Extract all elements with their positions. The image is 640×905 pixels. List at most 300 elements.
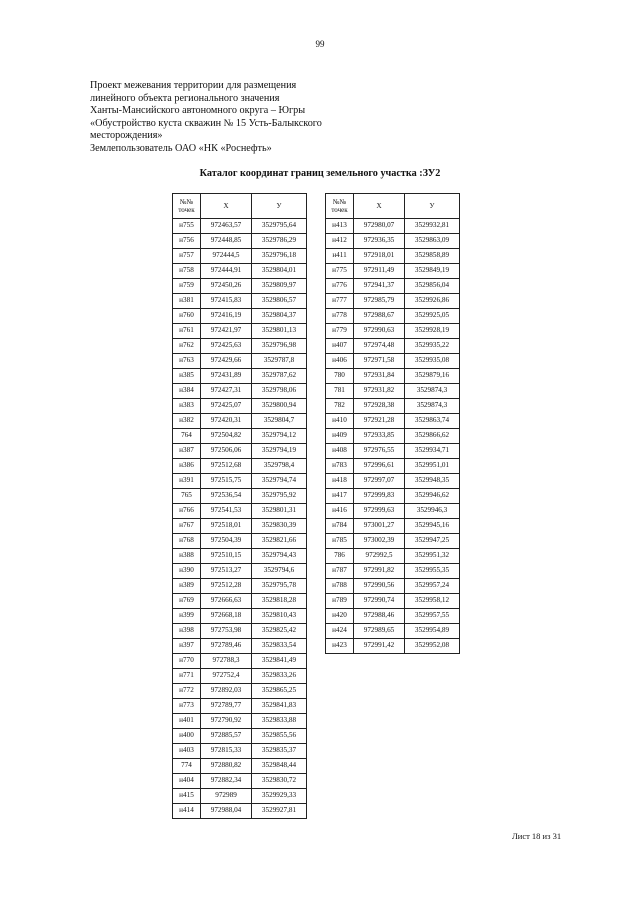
- table-row: [326, 429, 460, 444]
- point-number-cell: н400: [173, 729, 201, 744]
- x-cell: 972931,84: [354, 369, 405, 384]
- table-row: [173, 444, 307, 459]
- table-row: [326, 474, 460, 489]
- table-row: [173, 294, 307, 309]
- point-number-cell: н424: [326, 624, 354, 639]
- table-row: [326, 369, 460, 384]
- y-header: У: [405, 194, 460, 219]
- point-number-cell: н398: [173, 624, 201, 639]
- y-cell: 3529866,62: [405, 429, 460, 444]
- point-number-cell: н776: [326, 279, 354, 294]
- x-cell: 972504,39: [201, 534, 252, 549]
- y-cell: 3529804,7: [252, 414, 307, 429]
- y-cell: 3529818,28: [252, 594, 307, 609]
- table-row: [173, 279, 307, 294]
- point-number-cell: н423: [326, 639, 354, 654]
- x-cell: 972989,65: [354, 624, 405, 639]
- x-cell: 972991,82: [354, 564, 405, 579]
- point-number-cell: н770: [173, 654, 201, 669]
- y-cell: 3529957,55: [405, 609, 460, 624]
- table-row: [173, 684, 307, 699]
- point-number-cell: н382: [173, 414, 201, 429]
- table-row: [326, 624, 460, 639]
- point-number-cell: н391: [173, 474, 201, 489]
- x-cell: 972510,15: [201, 549, 252, 564]
- point-number-cell: н403: [173, 744, 201, 759]
- x-cell: 972990,56: [354, 579, 405, 594]
- table-row: [173, 534, 307, 549]
- x-cell: 972421,97: [201, 324, 252, 339]
- point-number-cell: н381: [173, 294, 201, 309]
- y-cell: 3529804,01: [252, 264, 307, 279]
- table-row: [326, 519, 460, 534]
- x-cell: 972789,77: [201, 699, 252, 714]
- coordinates-table-right: [325, 193, 460, 654]
- table-body: [326, 219, 460, 654]
- x-cell: 972444,5: [201, 249, 252, 264]
- point-number-cell: н408: [326, 444, 354, 459]
- y-cell: 3529848,44: [252, 759, 307, 774]
- point-number-cell: н789: [326, 594, 354, 609]
- x-cell: 972997,07: [354, 474, 405, 489]
- y-cell: 3529835,37: [252, 744, 307, 759]
- y-cell: 3529800,94: [252, 399, 307, 414]
- point-number-cell: н759: [173, 279, 201, 294]
- sheet-footer: Лист 18 из 31: [512, 831, 562, 841]
- x-cell: 972536,54: [201, 489, 252, 504]
- point-number-cell: н756: [173, 234, 201, 249]
- table-row: [326, 504, 460, 519]
- x-cell: 972463,57: [201, 219, 252, 234]
- y-cell: 3529810,43: [252, 609, 307, 624]
- y-cell: 3529833,88: [252, 714, 307, 729]
- table-row: [326, 489, 460, 504]
- table-row: [326, 444, 460, 459]
- table-row: [326, 279, 460, 294]
- y-cell: 3529874,3: [405, 384, 460, 399]
- table-row: [173, 714, 307, 729]
- table-row: [173, 519, 307, 534]
- x-cell: 972512,68: [201, 459, 252, 474]
- point-number-cell: н778: [326, 309, 354, 324]
- y-cell: 3529849,19: [405, 264, 460, 279]
- table-header-row: [173, 194, 307, 219]
- y-cell: 3529841,49: [252, 654, 307, 669]
- x-cell: 972506,06: [201, 444, 252, 459]
- table-row: [173, 489, 307, 504]
- y-cell: 3529787,8: [252, 354, 307, 369]
- table-row: [326, 414, 460, 429]
- point-number-cell: н768: [173, 534, 201, 549]
- x-cell: 973001,27: [354, 519, 405, 534]
- x-header: X: [201, 194, 252, 219]
- table-row: [173, 399, 307, 414]
- y-cell: 3529952,08: [405, 639, 460, 654]
- point-number-header: [173, 194, 201, 219]
- y-cell: 3529855,56: [252, 729, 307, 744]
- y-cell: 3529830,39: [252, 519, 307, 534]
- x-cell: 972882,34: [201, 774, 252, 789]
- table-row: [173, 744, 307, 759]
- y-cell: 3529830,72: [252, 774, 307, 789]
- table-row: [173, 429, 307, 444]
- table-row: [326, 354, 460, 369]
- y-cell: 3529945,16: [405, 519, 460, 534]
- x-cell: 972976,55: [354, 444, 405, 459]
- table-row: [173, 234, 307, 249]
- x-cell: 972790,92: [201, 714, 252, 729]
- x-cell: 972928,38: [354, 399, 405, 414]
- x-cell: 972668,18: [201, 609, 252, 624]
- y-cell: 3529794,12: [252, 429, 307, 444]
- point-number-cell: н762: [173, 339, 201, 354]
- table-row: [326, 309, 460, 324]
- table-row: [173, 669, 307, 684]
- table-row: [326, 324, 460, 339]
- header-line-2: точек: [178, 206, 195, 214]
- x-cell: 972933,85: [354, 429, 405, 444]
- x-cell: 972666,63: [201, 594, 252, 609]
- table-header-row: [326, 194, 460, 219]
- y-cell: 3529927,81: [252, 804, 307, 819]
- y-cell: 3529794,6: [252, 564, 307, 579]
- table-row: [326, 294, 460, 309]
- y-cell: 3529787,62: [252, 369, 307, 384]
- table-row: [173, 564, 307, 579]
- x-cell: 972996,61: [354, 459, 405, 474]
- y-cell: 3529795,64: [252, 219, 307, 234]
- point-number-cell: н784: [326, 519, 354, 534]
- y-cell: 3529801,31: [252, 504, 307, 519]
- x-cell: 972752,4: [201, 669, 252, 684]
- point-number-cell: н387: [173, 444, 201, 459]
- x-cell: 972991,42: [354, 639, 405, 654]
- y-cell: 3529794,74: [252, 474, 307, 489]
- point-number-cell: н389: [173, 579, 201, 594]
- point-number-cell: н406: [326, 354, 354, 369]
- y-cell: 3529798,4: [252, 459, 307, 474]
- y-cell: 3529809,97: [252, 279, 307, 294]
- y-cell: 3529946,62: [405, 489, 460, 504]
- point-number-cell: н760: [173, 309, 201, 324]
- x-cell: 973002,39: [354, 534, 405, 549]
- y-cell: 3529825,42: [252, 624, 307, 639]
- x-header: X: [354, 194, 405, 219]
- y-cell: 3529794,19: [252, 444, 307, 459]
- x-cell: 972429,66: [201, 354, 252, 369]
- point-number-cell: н788: [326, 579, 354, 594]
- y-cell: 3529794,43: [252, 549, 307, 564]
- point-number-cell: 782: [326, 399, 354, 414]
- header-line-1: №№: [179, 197, 194, 206]
- y-cell: 3529821,66: [252, 534, 307, 549]
- point-number-cell: н411: [326, 249, 354, 264]
- point-number-cell: 764: [173, 429, 201, 444]
- point-number-cell: н385: [173, 369, 201, 384]
- point-number-cell: н767: [173, 519, 201, 534]
- y-cell: 3529874,3: [405, 399, 460, 414]
- x-cell: 972941,37: [354, 279, 405, 294]
- point-number-cell: 780: [326, 369, 354, 384]
- y-cell: 3529833,26: [252, 669, 307, 684]
- y-cell: 3529795,78: [252, 579, 307, 594]
- point-number-cell: н417: [326, 489, 354, 504]
- x-cell: 972444,91: [201, 264, 252, 279]
- table-row: [173, 699, 307, 714]
- point-number-cell: н401: [173, 714, 201, 729]
- table-row: [173, 354, 307, 369]
- table-row: [173, 474, 307, 489]
- x-cell: 972918,01: [354, 249, 405, 264]
- table-row: [173, 324, 307, 339]
- catalog-title: Каталог координат границ земельного участка :ЗУ2: [199, 168, 441, 179]
- y-header: У: [252, 194, 307, 219]
- point-number-cell: 774: [173, 759, 201, 774]
- point-number-cell: н771: [173, 669, 201, 684]
- x-cell: 972936,35: [354, 234, 405, 249]
- point-number-cell: н766: [173, 504, 201, 519]
- x-cell: 972980,07: [354, 219, 405, 234]
- table-row: [173, 369, 307, 384]
- x-cell: 972990,74: [354, 594, 405, 609]
- header-line: «Обустройство куста скважин № 15 Усть-Балыкского: [90, 117, 322, 129]
- x-cell: 972789,46: [201, 639, 252, 654]
- y-cell: 3529935,22: [405, 339, 460, 354]
- y-cell: 3529795,92: [252, 489, 307, 504]
- x-cell: 972450,26: [201, 279, 252, 294]
- coordinates-table-left: [172, 193, 307, 819]
- x-cell: 972999,83: [354, 489, 405, 504]
- x-cell: 972921,28: [354, 414, 405, 429]
- x-cell: 972892,03: [201, 684, 252, 699]
- table-row: [173, 729, 307, 744]
- point-number-cell: н779: [326, 324, 354, 339]
- table-row: [326, 339, 460, 354]
- y-cell: 3529863,09: [405, 234, 460, 249]
- table-row: [326, 594, 460, 609]
- x-cell: 972427,31: [201, 384, 252, 399]
- table-row: [173, 789, 307, 804]
- y-cell: 3529865,25: [252, 684, 307, 699]
- y-cell: 3529935,08: [405, 354, 460, 369]
- point-number-cell: н775: [326, 264, 354, 279]
- x-cell: 972974,48: [354, 339, 405, 354]
- x-cell: 972420,31: [201, 414, 252, 429]
- point-number-cell: н755: [173, 219, 201, 234]
- point-number-cell: н761: [173, 324, 201, 339]
- table-row: [173, 459, 307, 474]
- x-cell: 972425,63: [201, 339, 252, 354]
- x-cell: 972518,01: [201, 519, 252, 534]
- y-cell: 3529951,01: [405, 459, 460, 474]
- x-cell: 972513,27: [201, 564, 252, 579]
- x-cell: 972988,67: [354, 309, 405, 324]
- page-number: 99: [315, 39, 325, 49]
- x-cell: 972425,07: [201, 399, 252, 414]
- y-cell: 3529926,86: [405, 294, 460, 309]
- header-line: Ханты-Мансийского автономного округа – Югры: [90, 105, 306, 117]
- point-number-header: [326, 194, 354, 219]
- header-line: месторождения»: [90, 130, 163, 142]
- point-number-cell: н758: [173, 264, 201, 279]
- point-number-cell: н773: [173, 699, 201, 714]
- x-cell: 972815,33: [201, 744, 252, 759]
- table-row: [173, 804, 307, 819]
- point-number-cell: н418: [326, 474, 354, 489]
- y-cell: 3529804,37: [252, 309, 307, 324]
- point-number-cell: н415: [173, 789, 201, 804]
- y-cell: 3529929,33: [252, 789, 307, 804]
- y-cell: 3529958,12: [405, 594, 460, 609]
- x-cell: 972911,49: [354, 264, 405, 279]
- x-cell: 972788,3: [201, 654, 252, 669]
- y-cell: 3529833,54: [252, 639, 307, 654]
- table-row: [326, 639, 460, 654]
- y-cell: 3529928,19: [405, 324, 460, 339]
- x-cell: 972431,89: [201, 369, 252, 384]
- x-cell: 972448,85: [201, 234, 252, 249]
- table-row: [326, 399, 460, 414]
- point-number-cell: н390: [173, 564, 201, 579]
- table-row: [173, 219, 307, 234]
- x-cell: 972515,75: [201, 474, 252, 489]
- y-cell: 3529796,18: [252, 249, 307, 264]
- x-cell: 972992,5: [354, 549, 405, 564]
- table-row: [173, 249, 307, 264]
- point-number-cell: 781: [326, 384, 354, 399]
- point-number-cell: н772: [173, 684, 201, 699]
- x-cell: 972504,82: [201, 429, 252, 444]
- table-row: [173, 654, 307, 669]
- table-row: [173, 504, 307, 519]
- table-row: [173, 639, 307, 654]
- x-cell: 972512,28: [201, 579, 252, 594]
- y-cell: 3529947,25: [405, 534, 460, 549]
- y-cell: 3529858,89: [405, 249, 460, 264]
- table-row: [173, 264, 307, 279]
- table-row: [173, 774, 307, 789]
- point-number-cell: н384: [173, 384, 201, 399]
- point-number-cell: н413: [326, 219, 354, 234]
- x-cell: 972971,58: [354, 354, 405, 369]
- x-cell: 972990,63: [354, 324, 405, 339]
- table-row: [173, 594, 307, 609]
- table-row: [326, 384, 460, 399]
- x-cell: 972931,82: [354, 384, 405, 399]
- y-cell: 3529946,3: [405, 504, 460, 519]
- point-number-cell: 786: [326, 549, 354, 564]
- header-line: Землепользователь ОАО «НК «Роснефть»: [90, 142, 272, 154]
- y-cell: 3529957,24: [405, 579, 460, 594]
- table-row: [326, 234, 460, 249]
- point-number-cell: н410: [326, 414, 354, 429]
- y-cell: 3529934,71: [405, 444, 460, 459]
- point-number-cell: н777: [326, 294, 354, 309]
- table-row: [326, 249, 460, 264]
- point-number-cell: н769: [173, 594, 201, 609]
- point-number-cell: н409: [326, 429, 354, 444]
- x-cell: 972541,53: [201, 504, 252, 519]
- table-row: [173, 414, 307, 429]
- y-cell: 3529798,06: [252, 384, 307, 399]
- header-line: линейного объекта регионального значения: [90, 92, 280, 104]
- table-row: [173, 339, 307, 354]
- x-cell: 972880,82: [201, 759, 252, 774]
- x-cell: 972753,98: [201, 624, 252, 639]
- point-number-cell: н420: [326, 609, 354, 624]
- y-cell: 3529796,98: [252, 339, 307, 354]
- x-cell: 972416,19: [201, 309, 252, 324]
- y-cell: 3529801,13: [252, 324, 307, 339]
- point-number-cell: н757: [173, 249, 201, 264]
- x-cell: 972985,79: [354, 294, 405, 309]
- table-row: [326, 579, 460, 594]
- x-cell: 972988,04: [201, 804, 252, 819]
- point-number-cell: н407: [326, 339, 354, 354]
- table-row: [173, 384, 307, 399]
- x-cell: 972885,57: [201, 729, 252, 744]
- point-number-cell: н763: [173, 354, 201, 369]
- point-number-cell: н388: [173, 549, 201, 564]
- table-row: [326, 549, 460, 564]
- y-cell: 3529951,32: [405, 549, 460, 564]
- table-row: [173, 549, 307, 564]
- table-row: [173, 309, 307, 324]
- y-cell: 3529806,57: [252, 294, 307, 309]
- table-row: [326, 534, 460, 549]
- table-row: [326, 609, 460, 624]
- point-number-cell: н787: [326, 564, 354, 579]
- point-number-cell: н416: [326, 504, 354, 519]
- table-row: [326, 264, 460, 279]
- table-row: [326, 564, 460, 579]
- y-cell: 3529879,16: [405, 369, 460, 384]
- y-cell: 3529925,05: [405, 309, 460, 324]
- x-cell: 972999,63: [354, 504, 405, 519]
- point-number-cell: н383: [173, 399, 201, 414]
- table-row: [173, 759, 307, 774]
- point-number-cell: н412: [326, 234, 354, 249]
- x-cell: 972989: [201, 789, 252, 804]
- point-number-cell: н397: [173, 639, 201, 654]
- point-number-cell: н399: [173, 609, 201, 624]
- y-cell: 3529954,89: [405, 624, 460, 639]
- table-row: [173, 624, 307, 639]
- point-number-cell: н785: [326, 534, 354, 549]
- y-cell: 3529932,81: [405, 219, 460, 234]
- point-number-cell: н783: [326, 459, 354, 474]
- table-row: [173, 609, 307, 624]
- table-row: [326, 219, 460, 234]
- table-row: [326, 459, 460, 474]
- x-cell: 972415,83: [201, 294, 252, 309]
- header-line: Проект межевания территории для размещения: [90, 80, 297, 91]
- point-number-cell: н386: [173, 459, 201, 474]
- header-line-2: точек: [331, 206, 348, 214]
- header-line-1: №№: [332, 197, 347, 206]
- point-number-cell: н414: [173, 804, 201, 819]
- point-number-cell: 765: [173, 489, 201, 504]
- y-cell: 3529948,35: [405, 474, 460, 489]
- table-row: [173, 579, 307, 594]
- point-number-cell: н404: [173, 774, 201, 789]
- y-cell: 3529841,83: [252, 699, 307, 714]
- document-header: [90, 80, 420, 156]
- table-body: [173, 219, 307, 819]
- y-cell: 3529786,29: [252, 234, 307, 249]
- y-cell: 3529955,35: [405, 564, 460, 579]
- x-cell: 972988,46: [354, 609, 405, 624]
